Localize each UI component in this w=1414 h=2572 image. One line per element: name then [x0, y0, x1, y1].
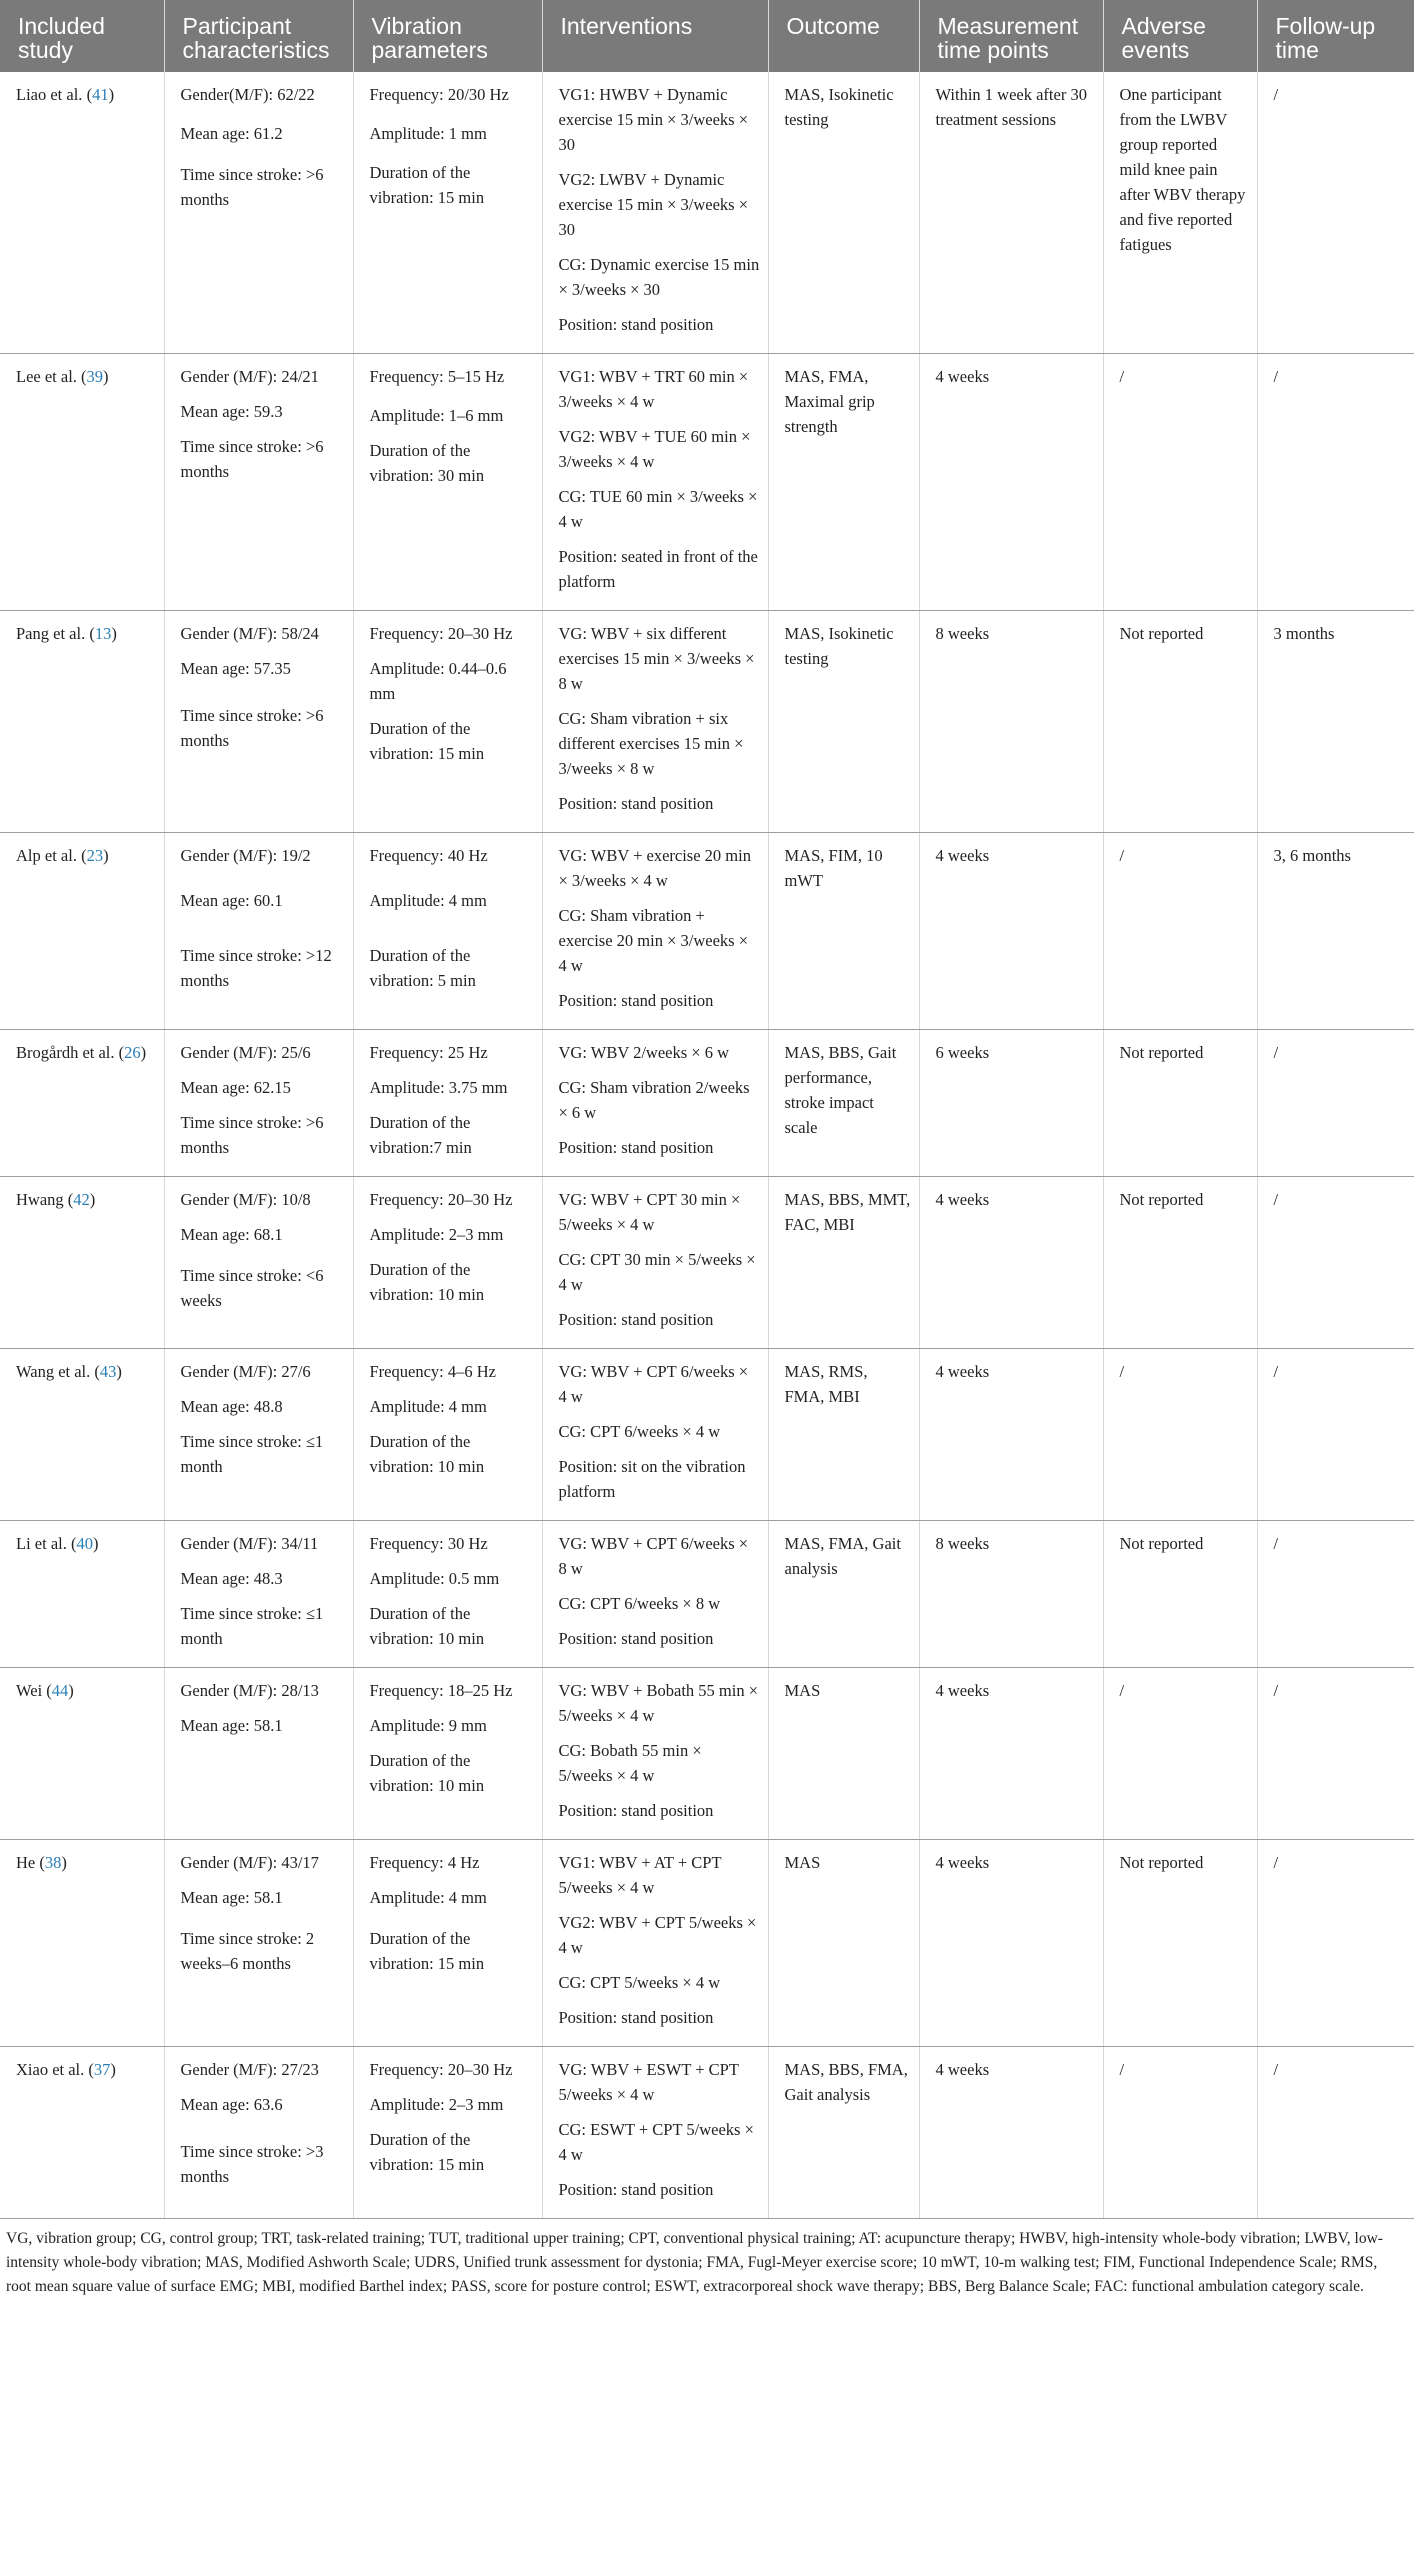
study-author: Xiao et al.: [16, 2060, 85, 2079]
table-footnote: VG, vibration group; CG, control group; TRT, task-related training; TUT, traditional upper training; CPT, conventional physical training; AT: acupuncture therapy; HWBV, high-intensity whole-body vibration; LWBV, low-intensity whole-body vibration; MAS, Modified Ashworth Scale; UDRS, Unified trunk assessment for dystonia; FMA, Fugl-Meyer exercise score; 10 mWT, 10-m walking test; FIM, Functional Independence Scale; RMS, root mean square value of surface EMG; MBI, modified Barthel index; PASS, score for posture control; ESWT, extracorporeal shock wave therapy; BBS, Berg Balance Scale; FAC: functional ambulation category scale.: [6, 2230, 1383, 2295]
reference-link[interactable]: 40: [76, 1534, 93, 1553]
reference-link[interactable]: 38: [44, 1853, 62, 1872]
measurement-time-cell: [919, 354, 1103, 611]
table-row: [0, 1030, 1414, 1177]
study-author: Pang et al.: [16, 624, 86, 643]
intervention-line: CG: CPT 5/weeks × 4 w: [558, 1973, 721, 1992]
participant-line: Time since stroke: >6 months: [180, 1113, 324, 1157]
participant-characteristics-cell: [164, 2047, 353, 2219]
table-row: [0, 354, 1414, 611]
table-row: [0, 1177, 1414, 1349]
vibration-line: Frequency: 40 Hz: [369, 846, 488, 865]
reference-link[interactable]: 37: [93, 2060, 111, 2079]
participant-line: Gender (M/F): 19/2: [180, 846, 311, 865]
intervention-line: CG: TUE 60 min × 3/weeks × 4 w: [558, 487, 758, 531]
follow-up-cell: [1257, 1177, 1414, 1349]
measurement-time-text: 4 weeks: [935, 1853, 990, 1872]
outcome-text: MAS, BBS, Gait performance, stroke impact scale: [784, 1043, 897, 1137]
follow-up-text: /: [1273, 1190, 1279, 1209]
header-included-study: Included study: [0, 0, 164, 72]
vibration-line: Frequency: 5–15 Hz: [369, 367, 505, 386]
participant-line: Gender(M/F): 62/22: [180, 85, 315, 104]
vibration-parameters-cell: [353, 1668, 542, 1840]
intervention-line: VG: WBV 2/weeks × 6 w: [558, 1043, 729, 1062]
intervention-line: CG: CPT 30 min × 5/weeks × 4 w: [558, 1250, 756, 1294]
header-adverse-events: Adverse events: [1103, 0, 1257, 72]
intervention-line: Position: stand position: [558, 1629, 714, 1648]
adverse-events-text: One participant from the LWBV group reported mild knee pain after WBV therapy and five reported fatigues: [1119, 85, 1246, 254]
measurement-time-cell: [919, 1349, 1103, 1521]
follow-up-text: 3, 6 months: [1273, 846, 1351, 865]
header-follow-up-time: Follow-up time: [1257, 0, 1414, 72]
vibration-parameters-cell: [353, 1030, 542, 1177]
intervention-line: VG1: WBV + AT + CPT 5/weeks × 4 w: [558, 1853, 722, 1897]
vibration-line: Frequency: 4–6 Hz: [369, 1362, 496, 1381]
outcome-text: MAS, RMS, FMA, MBI: [784, 1362, 868, 1406]
vibration-line: Amplitude: 2–3 mm: [369, 1225, 504, 1244]
vibration-line: Duration of the vibration: 15 min: [369, 163, 485, 207]
participant-line: Mean age: 68.1: [180, 1225, 283, 1244]
vibration-line: Amplitude: 1 mm: [369, 124, 487, 143]
participant-line: Mean age: 58.1: [180, 1888, 283, 1907]
outcome-text: MAS, BBS, FMA, Gait analysis: [784, 2060, 908, 2104]
follow-up-cell: [1257, 1349, 1414, 1521]
vibration-line: Duration of the vibration: 10 min: [369, 1432, 485, 1476]
vibration-line: Duration of the vibration: 5 min: [369, 946, 476, 990]
outcome-cell: [768, 72, 919, 354]
participant-characteristics-cell: [164, 1177, 353, 1349]
included-study-cell: Wei (44): [0, 1668, 164, 1840]
table-row: [0, 1840, 1414, 2047]
participant-line: Gender (M/F): 25/6: [180, 1043, 311, 1062]
adverse-events-cell: [1103, 1521, 1257, 1668]
table-row: [0, 1668, 1414, 1840]
included-study-cell: He (38): [0, 1840, 164, 2047]
outcome-cell: [768, 1030, 919, 1177]
measurement-time-text: 4 weeks: [935, 2060, 990, 2079]
intervention-line: VG: WBV + ESWT + CPT 5/weeks × 4 w: [558, 2060, 739, 2104]
outcome-text: MAS: [784, 1681, 821, 1700]
measurement-time-cell: [919, 1521, 1103, 1668]
outcome-cell: [768, 611, 919, 833]
study-author: Li et al.: [16, 1534, 67, 1553]
interventions-cell: [542, 72, 768, 354]
table-row: [0, 1521, 1414, 1668]
intervention-line: VG1: WBV + TRT 60 min × 3/weeks × 4 w: [558, 367, 749, 411]
outcome-text: MAS, FMA, Gait analysis: [784, 1534, 901, 1578]
intervention-line: Position: stand position: [558, 1310, 714, 1329]
study-author: Liao et al.: [16, 85, 83, 104]
vibration-line: Duration of the vibration: 10 min: [369, 1604, 485, 1648]
interventions-cell: [542, 1349, 768, 1521]
interventions-cell: [542, 611, 768, 833]
participant-line: Gender (M/F): 34/11: [180, 1534, 319, 1553]
intervention-line: VG1: HWBV + Dynamic exercise 15 min × 3/weeks × 30: [558, 85, 749, 154]
table-row: [0, 1349, 1414, 1521]
measurement-time-text: Within 1 week after 30 treatment sessions: [935, 85, 1087, 129]
participant-line: Mean age: 63.6: [180, 2095, 283, 2114]
reference-link[interactable]: 39: [86, 367, 104, 386]
interventions-cell: [542, 1840, 768, 2047]
adverse-events-cell: [1103, 1177, 1257, 1349]
follow-up-text: /: [1273, 367, 1279, 386]
measurement-time-cell: [919, 2047, 1103, 2219]
outcome-cell: [768, 1521, 919, 1668]
included-study-cell: Pang et al. (13): [0, 611, 164, 833]
participant-line: Mean age: 60.1: [180, 891, 283, 910]
follow-up-text: /: [1273, 1853, 1279, 1872]
header-row: [0, 0, 1414, 72]
vibration-line: Frequency: 20/30 Hz: [369, 85, 509, 104]
included-study-cell: Lee et al. (39): [0, 354, 164, 611]
outcome-cell: [768, 1668, 919, 1840]
follow-up-text: /: [1273, 1043, 1279, 1062]
vibration-line: Frequency: 20–30 Hz: [369, 1190, 513, 1209]
participant-line: Gender (M/F): 27/6: [180, 1362, 311, 1381]
included-study-cell: Alp et al. (23): [0, 833, 164, 1030]
follow-up-cell: [1257, 1030, 1414, 1177]
vibration-line: Duration of the vibration: 15 min: [369, 1929, 485, 1973]
participant-characteristics-cell: [164, 354, 353, 611]
participant-characteristics-cell: [164, 1668, 353, 1840]
included-study-cell: Li et al. (40): [0, 1521, 164, 1668]
adverse-events-text: Not reported: [1119, 1043, 1204, 1062]
study-author: He: [16, 1853, 36, 1872]
measurement-time-cell: [919, 833, 1103, 1030]
participant-characteristics-cell: [164, 72, 353, 354]
adverse-events-cell: [1103, 1349, 1257, 1521]
vibration-line: Amplitude: 2–3 mm: [369, 2095, 504, 2114]
included-study-cell: Hwang (42): [0, 1177, 164, 1349]
adverse-events-text: /: [1119, 367, 1125, 386]
adverse-events-cell: [1103, 1668, 1257, 1840]
intervention-line: CG: ESWT + CPT 5/weeks × 4 w: [558, 2120, 754, 2164]
reference-link[interactable]: 13: [94, 624, 112, 643]
vibration-line: Frequency: 20–30 Hz: [369, 624, 513, 643]
interventions-cell: [542, 2047, 768, 2219]
included-study-cell: Xiao et al. (37): [0, 2047, 164, 2219]
adverse-events-text: Not reported: [1119, 1534, 1204, 1553]
follow-up-cell: [1257, 1668, 1414, 1840]
vibration-line: Amplitude: 3.75 mm: [369, 1078, 508, 1097]
adverse-events-cell: [1103, 1030, 1257, 1177]
measurement-time-cell: [919, 1840, 1103, 2047]
participant-characteristics-cell: [164, 1521, 353, 1668]
header-interventions: Interventions: [542, 0, 768, 72]
adverse-events-text: /: [1119, 2060, 1125, 2079]
measurement-time-cell: [919, 1177, 1103, 1349]
vibration-parameters-cell: [353, 354, 542, 611]
follow-up-text: 3 months: [1273, 624, 1335, 643]
outcome-cell: [768, 833, 919, 1030]
vibration-line: Amplitude: 0.44–0.6 mm: [369, 659, 507, 703]
adverse-events-cell: [1103, 1840, 1257, 2047]
adverse-events-text: /: [1119, 846, 1125, 865]
reference-link[interactable]: 43: [99, 1362, 117, 1381]
follow-up-text: /: [1273, 1534, 1279, 1553]
intervention-line: Position: stand position: [558, 2180, 714, 2199]
measurement-time-text: 6 weeks: [935, 1043, 990, 1062]
follow-up-cell: [1257, 833, 1414, 1030]
reference-link[interactable]: 23: [86, 846, 104, 865]
vibration-line: Duration of the vibration: 30 min: [369, 441, 485, 485]
measurement-time-cell: [919, 611, 1103, 833]
outcome-cell: [768, 354, 919, 611]
participant-line: Time since stroke: >6 months: [180, 706, 324, 750]
reference-link[interactable]: 42: [73, 1190, 90, 1209]
participant-line: Gender (M/F): 58/24: [180, 624, 319, 643]
participant-line: Mean age: 48.8: [180, 1397, 283, 1416]
study-author: Hwang: [16, 1190, 64, 1209]
measurement-time-text: 4 weeks: [935, 846, 990, 865]
intervention-line: Position: stand position: [558, 2008, 714, 2027]
adverse-events-cell: [1103, 354, 1257, 611]
vibration-line: Frequency: 25 Hz: [369, 1043, 488, 1062]
participant-characteristics-cell: [164, 611, 353, 833]
follow-up-text: /: [1273, 85, 1279, 104]
study-author: Lee et al.: [16, 367, 77, 386]
intervention-line: CG: Sham vibration 2/weeks × 6 w: [558, 1078, 750, 1122]
participant-characteristics-cell: [164, 1030, 353, 1177]
outcome-text: MAS, BBS, MMT, FAC, MBI: [784, 1190, 911, 1234]
measurement-time-cell: [919, 1030, 1103, 1177]
measurement-time-text: 8 weeks: [935, 624, 990, 643]
intervention-line: Position: sit on the vibration platform: [558, 1457, 746, 1501]
vibration-parameters-cell: [353, 1177, 542, 1349]
intervention-line: Position: stand position: [558, 991, 714, 1010]
participant-line: Mean age: 62.15: [180, 1078, 291, 1097]
adverse-events-cell: [1103, 72, 1257, 354]
intervention-line: VG2: LWBV + Dynamic exercise 15 min × 3/weeks × 30: [558, 170, 749, 239]
interventions-cell: [542, 1030, 768, 1177]
follow-up-cell: [1257, 611, 1414, 833]
participant-characteristics-cell: [164, 833, 353, 1030]
outcome-text: MAS, FMA, Maximal grip strength: [784, 367, 875, 436]
header-measurement-time-points: Measurement time points: [919, 0, 1103, 72]
adverse-events-text: /: [1119, 1681, 1125, 1700]
vibration-parameters-cell: [353, 833, 542, 1030]
participant-characteristics-cell: [164, 1349, 353, 1521]
table-row: [0, 611, 1414, 833]
participant-line: Time since stroke: >6 months: [180, 437, 324, 481]
intervention-line: VG: WBV + Bobath 55 min × 5/weeks × 4 w: [558, 1681, 759, 1725]
adverse-events-cell: [1103, 833, 1257, 1030]
vibration-line: Duration of the vibration:7 min: [369, 1113, 472, 1157]
vibration-line: Amplitude: 4 mm: [369, 891, 487, 910]
measurement-time-text: 8 weeks: [935, 1534, 990, 1553]
table-body: [0, 72, 1414, 2219]
participant-characteristics-cell: [164, 1840, 353, 2047]
follow-up-text: /: [1273, 2060, 1279, 2079]
participant-line: Time since stroke: ≤1 month: [180, 1604, 324, 1648]
intervention-line: VG2: WBV + CPT 5/weeks × 4 w: [558, 1913, 757, 1957]
intervention-line: Position: seated in front of the platform: [558, 547, 758, 591]
adverse-events-text: Not reported: [1119, 1853, 1204, 1872]
vibration-line: Frequency: 30 Hz: [369, 1534, 488, 1553]
intervention-line: VG2: WBV + TUE 60 min × 3/weeks × 4 w: [558, 427, 751, 471]
participant-line: Time since stroke: <6 weeks: [180, 1266, 324, 1310]
adverse-events-cell: [1103, 2047, 1257, 2219]
intervention-line: Position: stand position: [558, 794, 714, 813]
participant-line: Mean age: 59.3: [180, 402, 283, 421]
vibration-line: Frequency: 20–30 Hz: [369, 2060, 513, 2079]
adverse-events-cell: [1103, 611, 1257, 833]
adverse-events-text: /: [1119, 1362, 1125, 1381]
included-study-cell: Wang et al. (43): [0, 1349, 164, 1521]
participant-line: Gender (M/F): 10/8: [180, 1190, 311, 1209]
table-row: [0, 72, 1414, 354]
vibration-line: Duration of the vibration: 15 min: [369, 719, 485, 763]
interventions-cell: [542, 1668, 768, 1840]
study-author: Brogårdh et al.: [16, 1043, 115, 1062]
participant-line: Mean age: 61.2: [180, 124, 283, 143]
intervention-line: CG: Bobath 55 min × 5/weeks × 4 w: [558, 1741, 702, 1785]
participant-line: Mean age: 57.35: [180, 659, 291, 678]
intervention-line: Position: stand position: [558, 315, 714, 334]
outcome-text: MAS, Isokinetic testing: [784, 85, 894, 129]
vibration-parameters-cell: [353, 2047, 542, 2219]
reference-link[interactable]: 44: [51, 1681, 69, 1700]
study-author: Wei: [16, 1681, 43, 1700]
intervention-line: VG: WBV + CPT 6/weeks × 4 w: [558, 1362, 749, 1406]
measurement-time-text: 4 weeks: [935, 1190, 990, 1209]
participant-line: Mean age: 48.3: [180, 1569, 283, 1588]
intervention-line: VG: WBV + exercise 20 min × 3/weeks × 4 w: [558, 846, 751, 890]
outcome-cell: [768, 1349, 919, 1521]
participant-line: Gender (M/F): 24/21: [180, 367, 319, 386]
outcome-text: MAS, Isokinetic testing: [784, 624, 894, 668]
header-vibration-parameters: Vibration parameters: [353, 0, 542, 72]
participant-line: Gender (M/F): 28/13: [180, 1681, 319, 1700]
vibration-line: Amplitude: 4 mm: [369, 1888, 487, 1907]
follow-up-cell: [1257, 2047, 1414, 2219]
follow-up-cell: [1257, 72, 1414, 354]
intervention-line: CG: Dynamic exercise 15 min × 3/weeks × 30: [558, 255, 760, 299]
table-row: [0, 2047, 1414, 2219]
intervention-line: VG: WBV + CPT 6/weeks × 8 w: [558, 1534, 749, 1578]
vibration-parameters-cell: [353, 1840, 542, 2047]
adverse-events-text: Not reported: [1119, 624, 1204, 643]
interventions-cell: [542, 1521, 768, 1668]
included-study-cell: Liao et al. (41): [0, 72, 164, 354]
header-participant-characteristics: Participant characteristics: [164, 0, 353, 72]
study-author: Alp et al.: [16, 846, 77, 865]
vibration-line: Amplitude: 1–6 mm: [369, 406, 504, 425]
outcome-cell: [768, 2047, 919, 2219]
vibration-line: Duration of the vibration: 15 min: [369, 2130, 485, 2174]
included-study-cell: Brogårdh et al. (26): [0, 1030, 164, 1177]
intervention-line: CG: Sham vibration + exercise 20 min × 3/weeks × 4 w: [558, 906, 749, 975]
vibration-line: Duration of the vibration: 10 min: [369, 1260, 485, 1304]
vibration-parameters-cell: [353, 1349, 542, 1521]
vibration-line: Amplitude: 9 mm: [369, 1716, 487, 1735]
participant-line: Gender (M/F): 27/23: [180, 2060, 319, 2079]
follow-up-cell: [1257, 1840, 1414, 2047]
table-row: [0, 833, 1414, 1030]
measurement-time-text: 4 weeks: [935, 367, 990, 386]
outcome-text: MAS: [784, 1853, 821, 1872]
measurement-time-cell: [919, 72, 1103, 354]
measurement-time-text: 4 weeks: [935, 1681, 990, 1700]
participant-line: Time since stroke: >12 months: [180, 946, 332, 990]
intervention-line: Position: stand position: [558, 1801, 714, 1820]
vibration-parameters-cell: [353, 1521, 542, 1668]
vibration-parameters-cell: [353, 611, 542, 833]
outcome-text: MAS, FIM, 10 mWT: [784, 846, 883, 890]
measurement-time-cell: [919, 1668, 1103, 1840]
intervention-line: VG: WBV + six different exercises 15 min × 3/weeks × 8 w: [558, 624, 755, 693]
reference-link[interactable]: 41: [92, 85, 109, 104]
vibration-line: Amplitude: 0.5 mm: [369, 1569, 500, 1588]
header-outcome: Outcome: [768, 0, 919, 72]
reference-link[interactable]: 26: [124, 1043, 141, 1062]
vibration-parameters-cell: [353, 72, 542, 354]
adverse-events-text: Not reported: [1119, 1190, 1204, 1209]
vibration-line: Duration of the vibration: 10 min: [369, 1751, 485, 1795]
participant-line: Mean age: 58.1: [180, 1716, 283, 1735]
interventions-cell: [542, 1177, 768, 1349]
follow-up-cell: [1257, 1521, 1414, 1668]
participant-line: Time since stroke: ≤1 month: [180, 1432, 324, 1476]
intervention-line: CG: CPT 6/weeks × 8 w: [558, 1594, 721, 1613]
interventions-cell: [542, 354, 768, 611]
intervention-line: CG: Sham vibration + six different exercises 15 min × 3/weeks × 8 w: [558, 709, 744, 778]
vibration-line: Amplitude: 4 mm: [369, 1397, 487, 1416]
study-author: Wang et al.: [16, 1362, 91, 1381]
follow-up-text: /: [1273, 1681, 1279, 1700]
intervention-line: CG: CPT 6/weeks × 4 w: [558, 1422, 721, 1441]
outcome-cell: [768, 1840, 919, 2047]
follow-up-cell: [1257, 354, 1414, 611]
intervention-line: VG: WBV + CPT 30 min × 5/weeks × 4 w: [558, 1190, 741, 1234]
participant-line: Time since stroke: 2 weeks–6 months: [180, 1929, 315, 1973]
vibration-line: Frequency: 18–25 Hz: [369, 1681, 513, 1700]
vibration-line: Frequency: 4 Hz: [369, 1853, 480, 1872]
intervention-line: Position: stand position: [558, 1138, 714, 1157]
participant-line: Time since stroke: >3 months: [180, 2142, 324, 2186]
follow-up-text: /: [1273, 1362, 1279, 1381]
table-header: [0, 0, 1414, 72]
outcome-cell: [768, 1177, 919, 1349]
measurement-time-text: 4 weeks: [935, 1362, 990, 1381]
interventions-cell: [542, 833, 768, 1030]
participant-line: Time since stroke: >6 months: [180, 165, 324, 209]
participant-line: Gender (M/F): 43/17: [180, 1853, 319, 1872]
